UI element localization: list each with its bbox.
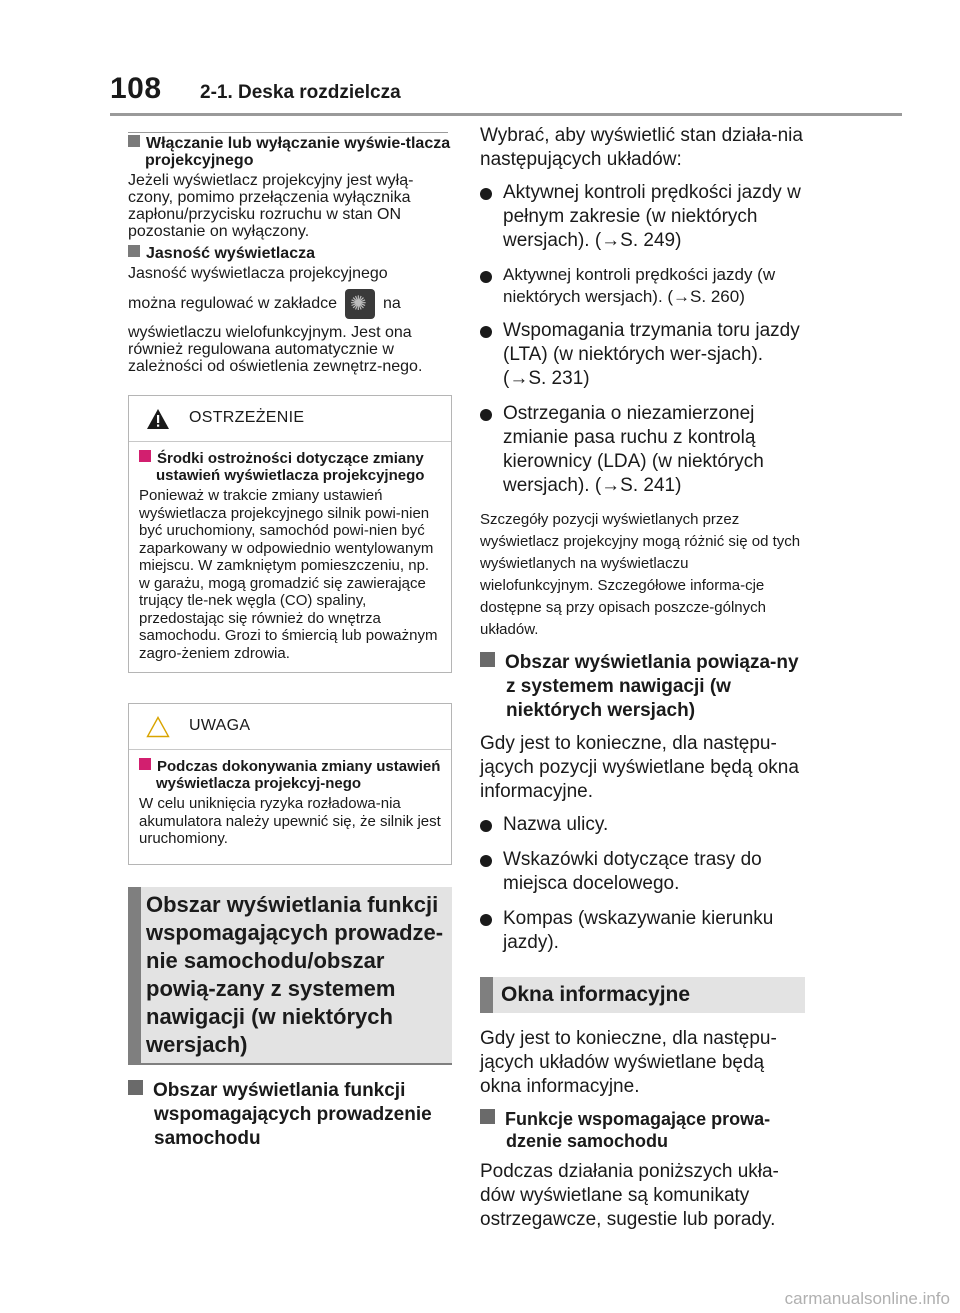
warning-header [129, 396, 451, 442]
info-windows-text: Gdy jest to konieczne, dla następu-jących układów wyświetlane będą okna informacyjne. [480, 1028, 777, 1097]
section-title: 2-1. Deska rozdzielcza [200, 82, 401, 103]
header-rule [110, 113, 902, 116]
display-toggle-text: Jeżeli wyświetlacz projekcyjny jest wyłą-czony, pomimo przełączenia wyłącznika zapłonu/przycisku rozruchu w stan ON pozostanie on wyłączony. [128, 172, 414, 240]
warning-text: Ponieważ w trakcie zmiany ustawień wyświetlacza projekcyjnego silnik powi-nien być uruchomiony, samochód powi-nien być zaparkowany w odpowiednio wentylowanym miejscu. W zamkniętym pomieszczeniu, np. w garażu, mogą gromadzić się zawierające trujący tle-nek węgla (CO) spaliny, przedostając się również do wnętrza samochodu. Grozi to śmiercią lub poważnym zagro-żeniem zdrowia. [139, 487, 438, 662]
subheading-brightness: Jasność wyświetlacza [128, 245, 452, 262]
right-column [480, 124, 805, 1241]
subheading-navigation-area: Obszar wyświetlania powiąza-ny z systemem nawigacji (w niektórych wersjach) [480, 651, 805, 723]
caution-triangle-icon [146, 716, 170, 738]
section-heading-assist-area: Obszar wyświetlania funkcji wspomagających prowadze-nie samochodu/obszar powią-zany z systemem nawigacji (w niektórych wersjach) [128, 887, 452, 1065]
page-number: 108 [110, 72, 162, 105]
notice-box [128, 703, 452, 865]
divider [128, 132, 448, 133]
brightness-text-a: Jasność wyświetlacza projekcyjnego [128, 265, 388, 282]
footer-watermark: carmanualsonline.info [784, 1289, 950, 1308]
list-item: Aktywnej kontroli prędkości jazdy w pełnym zakresie (w niektórych wersjach). (→S. 249) [480, 181, 805, 253]
list-item: Wskazówki dotyczące trasy do miejsca docelowego. [480, 848, 805, 896]
subheading-assist-area: Obszar wyświetlania funkcji wspomagających prowadzenie samochodu [128, 1079, 452, 1151]
list-item: Aktywnej kontroli prędkości jazdy (w niektórych wersjach). (→S. 260) [480, 264, 805, 308]
list-item: Ostrzegania o niezamierzonej zmianie pasa ruchu z kontrolą kierownicy (LDA) (w niektórych wersjach). (→S. 241) [480, 402, 805, 498]
warning-body [129, 442, 451, 672]
square-bullet-icon [128, 135, 140, 147]
brightness-text-b: można regulować w zakładce ✺ na [128, 286, 452, 322]
gear-icon: ✺ [345, 289, 375, 319]
square-bullet-icon [139, 450, 151, 462]
square-bullet-icon [128, 245, 140, 257]
warning-box [128, 395, 452, 673]
navigation-text: Gdy jest to konieczne, dla następu-jących pozycji wyświetlane będą okna informacyjne. [480, 733, 799, 802]
notice-label: UWAGA [189, 717, 251, 734]
list-item: Wspomagania trzymania toru jazdy (LTA) (w niektórych wer-sjach). (→S. 231) [480, 319, 805, 391]
warning-triangle-icon [146, 408, 170, 430]
driving-assist-text: Podczas działania poniższych ukła-dów wyświetlane są komunikaty ostrzegawcze, sugestie lub porady. [480, 1161, 779, 1230]
subheading-display-toggle: Włączanie lub wyłączanie wyświe-tlacza projekcyjnego [128, 135, 452, 169]
intro-text: Wybrać, aby wyświetlić stan działa-nia następujących układów: [480, 125, 803, 170]
warning-title: Środki ostrożności dotyczące zmiany ustawień wyświetlacza projekcyjnego [139, 450, 443, 484]
left-column [128, 132, 452, 1160]
brightness-text-d: wyświetlaczu wielofunkcyjnym. Jest ona również regulowana automatycznie w zależności od oświetlenia zewnętrz-nego. [128, 324, 423, 375]
square-bullet-icon [139, 758, 151, 770]
notice-header [129, 704, 451, 750]
list-item: Nazwa ulicy. [480, 813, 805, 837]
notice-title: Podczas dokonywania zmiany ustawień wyświetlacza projekcyj-nego [139, 758, 443, 792]
section-heading-info-windows: Okna informacyjne [480, 977, 805, 1013]
square-bullet-icon [128, 1080, 143, 1095]
notice-body [129, 750, 451, 864]
square-bullet-icon [480, 1109, 495, 1124]
square-bullet-icon [480, 652, 495, 667]
subheading-driving-assist: Funkcje wspomagające prowa-dzenie samochodu [480, 1108, 805, 1152]
notice-text: W celu uniknięcia ryzyka rozładowa-nia akumulatora należy upewnić się, że silnik jest uruchomiony. [139, 795, 441, 847]
list-item: Kompas (wskazywanie kierunku jazdy). [480, 907, 805, 955]
detail-note: Szczegóły pozycji wyświetlanych przez wyświetlacz projekcyjny mogą różnić się od tych wyświetlanych na wyświetlaczu wielofunkcyjnym. Szczegółowe informa-cje dostępne są przy opisach poszcze-gólnych układów. [480, 511, 801, 638]
page-header [0, 0, 960, 118]
warning-label: OSTRZEŻENIE [189, 409, 305, 426]
